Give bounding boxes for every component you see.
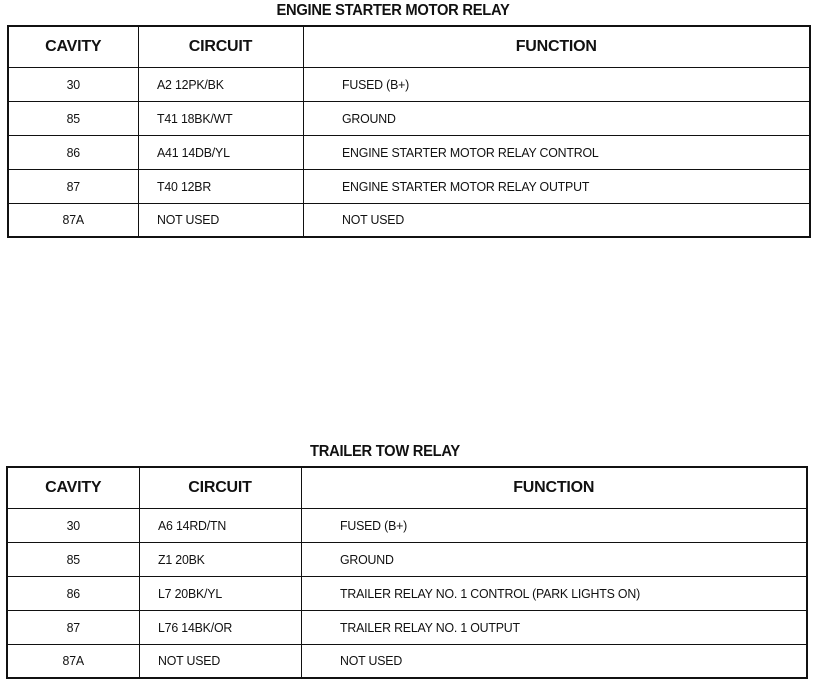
cavity-cell: 86 bbox=[8, 135, 138, 169]
function-header: FUNCTION bbox=[301, 467, 807, 508]
function-cell: ENGINE STARTER MOTOR RELAY OUTPUT bbox=[303, 169, 810, 203]
table-row bbox=[8, 203, 810, 237]
function-cell: GROUND bbox=[301, 542, 807, 576]
table-row bbox=[7, 644, 807, 678]
function-header: FUNCTION bbox=[303, 26, 810, 67]
table-title: ENGINE STARTER MOTOR RELAY bbox=[276, 2, 510, 19]
function-cell: NOT USED bbox=[303, 203, 810, 237]
cavity-cell: 85 bbox=[7, 542, 139, 576]
cavity-cell: 87 bbox=[7, 610, 139, 644]
function-cell: TRAILER RELAY NO. 1 CONTROL (PARK LIGHTS ON) bbox=[301, 576, 807, 610]
table-row bbox=[8, 135, 810, 169]
circuit-cell: T41 18BK/WT bbox=[138, 101, 303, 135]
circuit-cell: L7 20BK/YL bbox=[139, 576, 301, 610]
table-row bbox=[7, 542, 807, 576]
circuit-cell: NOT USED bbox=[138, 203, 303, 237]
circuit-header: CIRCUIT bbox=[138, 26, 303, 67]
table-row bbox=[8, 67, 810, 101]
cavity-cell: 86 bbox=[7, 576, 139, 610]
circuit-cell: A41 14DB/YL bbox=[138, 135, 303, 169]
circuit-cell: Z1 20BK bbox=[139, 542, 301, 576]
table-row bbox=[8, 101, 810, 135]
cavity-cell: 87A bbox=[8, 203, 138, 237]
function-cell: TRAILER RELAY NO. 1 OUTPUT bbox=[301, 610, 807, 644]
circuit-header: CIRCUIT bbox=[139, 467, 301, 508]
table-row bbox=[8, 169, 810, 203]
circuit-cell: T40 12BR bbox=[138, 169, 303, 203]
cavity-cell: 87 bbox=[8, 169, 138, 203]
cavity-header: CAVITY bbox=[7, 467, 139, 508]
cavity-cell: 87A bbox=[7, 644, 139, 678]
table-row bbox=[7, 508, 807, 542]
function-cell: FUSED (B+) bbox=[301, 508, 807, 542]
function-cell: NOT USED bbox=[301, 644, 807, 678]
circuit-cell: A6 14RD/TN bbox=[139, 508, 301, 542]
function-cell: GROUND bbox=[303, 101, 810, 135]
table-row bbox=[7, 576, 807, 610]
table-title: TRAILER TOW RELAY bbox=[310, 443, 460, 460]
table-header-row bbox=[8, 26, 810, 67]
circuit-cell: L76 14BK/OR bbox=[139, 610, 301, 644]
cavity-cell: 30 bbox=[8, 67, 138, 101]
cavity-header: CAVITY bbox=[8, 26, 138, 67]
table-row bbox=[7, 610, 807, 644]
function-cell: FUSED (B+) bbox=[303, 67, 810, 101]
table-header-row bbox=[7, 467, 807, 508]
circuit-cell: A2 12PK/BK bbox=[138, 67, 303, 101]
trailer-tow-relay-table bbox=[6, 466, 808, 679]
function-cell: ENGINE STARTER MOTOR RELAY CONTROL bbox=[303, 135, 810, 169]
cavity-cell: 85 bbox=[8, 101, 138, 135]
cavity-cell: 30 bbox=[7, 508, 139, 542]
circuit-cell: NOT USED bbox=[139, 644, 301, 678]
engine-starter-motor-relay-table bbox=[7, 25, 811, 238]
